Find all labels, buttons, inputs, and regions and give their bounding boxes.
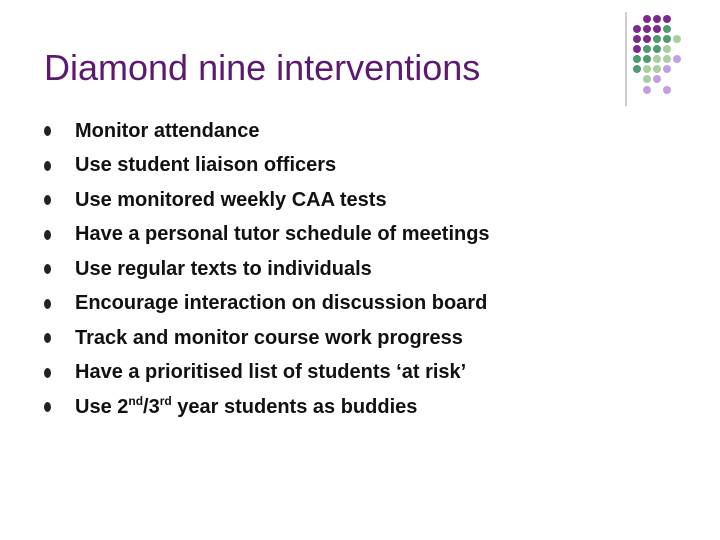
decor-dot — [653, 75, 661, 83]
bullet-dot-icon — [44, 402, 51, 412]
decor-dot — [663, 35, 671, 43]
slide-title: Diamond nine interventions — [44, 47, 481, 88]
bullet-dot-icon — [44, 333, 51, 343]
decor-dot — [643, 75, 651, 83]
bullet-item — [44, 287, 490, 322]
bullet-text: Monitor attendance — [75, 119, 260, 142]
bullet-item — [44, 114, 490, 149]
bullet-item — [44, 252, 490, 287]
decor-dot — [643, 55, 651, 63]
decor-dots — [633, 15, 681, 94]
decor-dot — [643, 15, 651, 23]
decor-dot — [653, 45, 661, 53]
bullet-item — [44, 183, 490, 218]
bullet-dot-icon — [44, 299, 51, 309]
decor-dot — [663, 65, 671, 73]
bullet-text: Use regular texts to individuals — [75, 257, 372, 280]
bullet-text — [75, 393, 418, 419]
bullet-item — [44, 321, 490, 356]
decor-dot — [643, 25, 651, 33]
decor-dot — [663, 45, 671, 53]
decor-dot — [663, 15, 671, 23]
bullet-item — [44, 356, 490, 391]
ordinal-suffix: nd — [128, 393, 144, 408]
decor-dot — [653, 15, 661, 23]
decor-dot — [663, 55, 671, 63]
bullet-text: Use monitored weekly CAA tests — [75, 188, 387, 211]
decor-dot — [633, 25, 641, 33]
bullet-text-part: Use 2 — [75, 395, 129, 418]
bullet-text-part: /3 — [143, 395, 160, 418]
bullet-item — [44, 149, 490, 184]
decor-dot — [633, 65, 641, 73]
decor-dot — [663, 25, 671, 33]
bullet-dot-icon — [44, 195, 51, 205]
decor-dot — [633, 55, 641, 63]
decor-dot — [643, 65, 651, 73]
ordinal-suffix: rd — [159, 393, 172, 408]
bullet-dot-icon — [44, 126, 51, 136]
decor-dot — [633, 35, 641, 43]
bullet-dot-icon — [44, 161, 51, 171]
decorative-dot-grid — [622, 10, 712, 110]
decor-dot — [653, 55, 661, 63]
bullet-text-part: year students as buddies — [171, 395, 418, 418]
decor-dot — [653, 25, 661, 33]
bullet-dot-icon — [44, 264, 51, 274]
bullet-item — [44, 390, 490, 425]
decor-dot — [633, 45, 641, 53]
decor-dot — [673, 55, 681, 63]
bullet-dot-icon — [44, 230, 51, 240]
decor-dot — [653, 35, 661, 43]
bullet-text: Use student liaison officers — [75, 154, 337, 177]
decor-dot — [643, 35, 651, 43]
decor-dot — [643, 86, 651, 94]
bullet-text: Have a personal tutor schedule of meetings — [75, 223, 490, 246]
bullet-text: Encourage interaction on discussion board — [75, 292, 488, 315]
bullet-dot-icon — [44, 368, 51, 378]
bullet-item — [44, 218, 490, 253]
bullet-text: Have a prioritised list of students ‘at risk’ — [75, 361, 467, 384]
decor-dot — [653, 65, 661, 73]
decor-dot — [643, 45, 651, 53]
decor-dot — [673, 35, 681, 43]
bullet-text: Track and monitor course work progress — [75, 326, 463, 349]
bullet-list — [44, 114, 490, 425]
decor-dot — [663, 86, 671, 94]
